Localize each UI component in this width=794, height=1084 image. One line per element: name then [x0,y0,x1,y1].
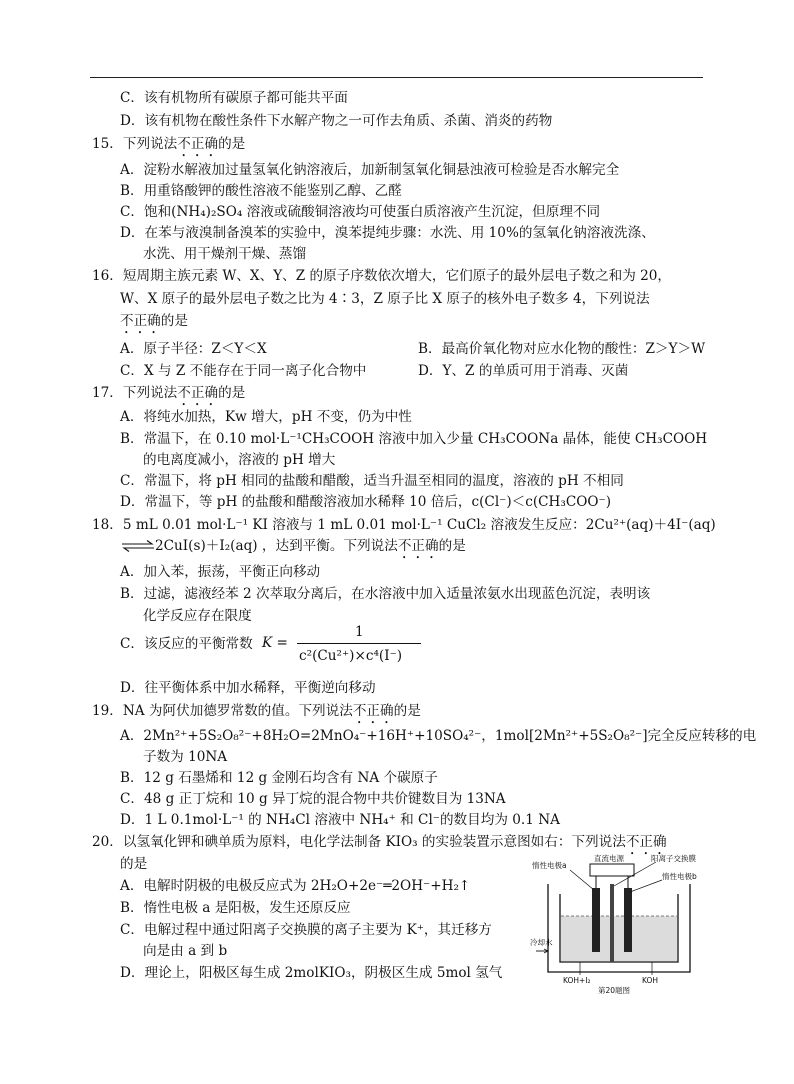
fraction-denominator: c²(Cu²⁺)×c⁴(I⁻) [299,648,403,664]
label-membrane: 阳离子交换膜 [651,854,696,863]
label-cooling-water: 冷却水 [530,938,553,947]
q16-stem-line2: W、X 原子的最外层电子数之比为 4∶3，Z 原子比 X 原子的核外电子数多 4，下列说法 [120,291,650,307]
q15-option-d-line2: 水洗、用干燥剂干燥、蒸馏 [143,246,307,262]
q15-option-b: B．用重铬酸钾的酸性溶液不能鉴别乙醇、乙醛 [120,183,402,199]
q18-stem-line1: 18．5 mL 0.01 mol·L⁻¹ KI 溶液与 1 mL 0.01 mol·L⁻¹ CuCl₂ 溶液发生反应：2Cu²⁺(aq)＋4I⁻(aq) [92,517,716,533]
label-electrode-a: 惰性电极a [532,861,567,870]
q19-option-b: B．12 g 石墨烯和 12 g 金刚石均含有 NA 个碳原子 [120,770,438,786]
q17-option-b-line1: B．常温下，在 0.10 mol·L⁻¹CH₃COOH 溶液中加入少量 CH₃COONa 晶体，能使 CH₃COOH [120,431,708,447]
q15-stem: 15．下列说法不正确的是 [92,136,246,152]
q16-option-a: A．原子半径：Z＜Y＜X [120,341,267,357]
q18-option-b-line1: B．过滤，滤液经苯 2 次萃取分离后，在水溶液中加入适量浓氨水出现蓝色沉淀，表明该 [120,586,651,602]
q20-option-d: D．理论上，阳极区每生成 2molKIO₃，阴极区生成 5mol 氢气 [120,965,503,981]
fraction-bar [297,643,421,644]
q20-option-b: B．惰性电极 a 是阳极，发生还原反应 [120,900,351,916]
equilibrium-arrow-icon [120,540,156,552]
option-c-prev: C．该有机物所有碳原子都可能共平面 [120,90,348,106]
q16-stem-line1: 16．短周期主族元素 W、X、Y、Z 的原子序数依次增大，它们原子的最外层电子数之和为 20， [92,268,671,284]
q17-option-a: A．将纯水加热，Kw 增大，pH 不变，仍为中性 [120,409,412,425]
electrode-b [624,888,632,952]
q16-option-c: C．X 与 Z 不能存在于同一离子化合物中 [120,363,367,379]
dc-power-supply [590,864,634,876]
q20-stem-line2: 的是 [120,856,148,872]
q17-option-d: D．常温下，等 pH 的盐酸和醋酸溶液加水稀释 10 倍后，c(Cl⁻)＜c(CH₃COO⁻) [120,494,612,510]
q20-stem-line1: 20．以氢氧化钾和碘单质为原料，电化学法制备 KIO₃ 的实验装置示意图如右：下列说法不正确 [92,834,667,850]
q19-option-a-line2: 子数为 10NA [143,749,228,765]
q17-option-c: C．常温下，将 pH 相同的盐酸和醋酸，适当升温至相同的温度，溶液的 pH 不相同 [120,473,624,489]
leader-b [630,880,662,892]
q19-stem: 19．NA 为阿伏加德罗常数的值。下列说法不正确的是 [92,703,421,719]
q19-option-a-line1: A．2Mn²⁺+5S₂O₈²⁻+8H₂O=2MnO₄⁻+16H⁺+10SO₄²⁻，1mol[2Mn²⁺+5S₂O₈²⁻]完全反应转移的电 [120,728,757,744]
equilibrium-constant-symbol: K = [262,635,288,651]
q19-option-d: D．1 L 0.1mol·L⁻¹ 的 NH₄Cl 溶液中 NH₄⁺ 和 Cl⁻的数目均为 0.1 NA [120,812,560,828]
q15-option-d-line1: D．在苯与液溴制备溴苯的实验中，溴苯提纯步骤：水洗、用 10%的氢氧化钠溶液洗涤、 [120,225,655,241]
q15-option-c: C．饱和(NH₄)₂SO₄ 溶液或硫酸铜溶液均可使蛋白质溶液产生沉淀，但原理不同 [120,204,601,220]
label-left-solution: KOH+I₂ [563,976,591,985]
q17-stem: 17．下列说法不正确的是 [92,385,246,401]
q19-option-c: C．48 g 正丁烷和 10 g 异丁烷的混合物中共价键数目为 13NA [120,791,506,807]
label-right-solution: KOH [642,976,659,985]
q18-option-c: C．该反应的平衡常数 [120,636,253,652]
q15-option-a: A．淀粉水解液加过量氢氧化钠溶液后，加新制氢氧化铜悬浊液可检验是否水解完全 [120,162,620,178]
q17-option-b-line2: 的电离度减小，溶液的 pH 增大 [143,452,336,468]
q16-option-b: B．最高价氧化物对应水化物的酸性：Z＞Y＞W [418,341,706,357]
option-d-prev: D．该有机物在酸性条件下水解产物之一可作去角质、杀菌、消炎的药物 [120,113,553,129]
q18-option-b-line2: 化学反应存在限度 [143,608,252,624]
q18-stem-line2: 2CuI(s)＋I₂(aq) ，达到平衡。下列说法不正确的是 [155,538,466,554]
q20-option-c-line1: C．电解过程中通过阳离子交换膜的离子主要为 K⁺，其迁移方 [120,922,492,938]
q16-option-d: D．Y、Z 的单质可用于消毒、灭菌 [418,363,629,379]
q18-option-d: D．往平衡体系中加水稀释，平衡逆向移动 [120,680,376,696]
q16-stem-line3: 不正确的是 [120,313,188,329]
header-rule [90,77,703,78]
q20-option-a: A．电解时阴极的电极反应式为 2H₂O+2e⁻═2OH⁻+H₂↑ [120,878,471,894]
electrolysis-apparatus-diagram [530,854,705,994]
q20-option-c-line2: 向是由 a 到 b [143,943,228,959]
q18-option-a: A．加入苯，振荡，平衡正向移动 [120,564,321,580]
label-electrode-b: 惰性电极b [662,872,697,881]
electrode-a [592,888,600,952]
electrolyte-liquid [561,916,677,961]
figure-caption: 第20题图 [598,986,631,994]
fraction-numerator: 1 [355,624,364,640]
label-power: 直流电源 [594,854,624,863]
cation-exchange-membrane [610,884,614,962]
